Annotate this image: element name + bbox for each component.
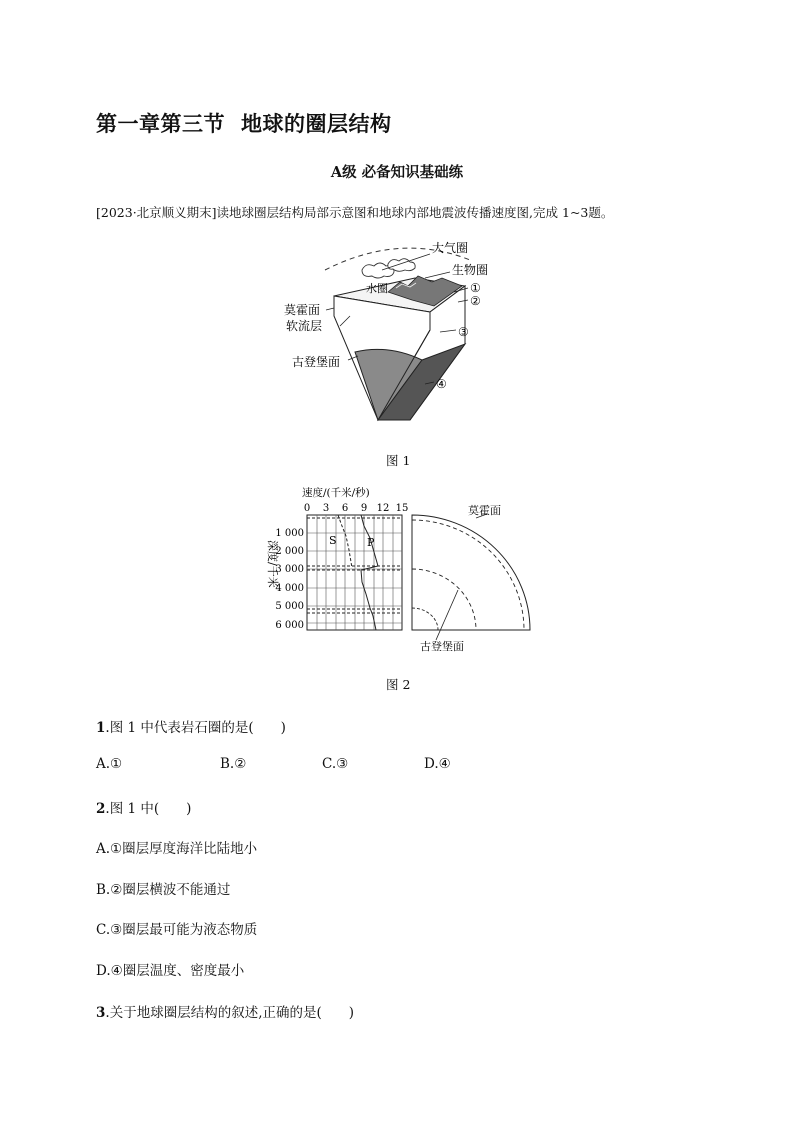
depth-axis-label: 深度/千米: [266, 540, 279, 588]
figure1-earth-layers-diagram: [270, 232, 510, 432]
label-circle-2: ②: [470, 294, 481, 308]
speed-tick-3: 9: [360, 503, 368, 514]
question-3-stem: .关于地球圈层结构的叙述,正确的是( ): [105, 1005, 355, 1021]
question-1-option-c[interactable]: C.③: [322, 756, 349, 772]
label-hydrosphere: 水圈: [366, 282, 388, 295]
question-2-stem: .图 1 中( ): [105, 801, 192, 817]
speed-axis-label: 速度/(千米/秒): [302, 487, 370, 499]
speed-ticks: [304, 503, 409, 514]
label-moho-fig1: 莫霍面: [284, 303, 321, 317]
question-3-number: 3: [96, 1005, 106, 1021]
chapter-topic: 地球的圈层结构: [241, 111, 392, 136]
question-1-number: 1: [96, 720, 106, 736]
wave-p-label: P: [367, 536, 375, 549]
label-circle-1: ①: [470, 281, 481, 295]
label-moho-fig2: 莫霍面: [468, 504, 501, 517]
speed-tick-4: 12: [376, 503, 390, 514]
label-gutenberg-fig1: 古登堡面: [292, 355, 341, 369]
question-2-number: 2: [96, 801, 106, 817]
depth-tick-1000: 1 000: [275, 528, 304, 539]
question-1-stem: .图 1 中代表岩石圈的是( ): [105, 720, 286, 736]
question-2: [96, 797, 191, 817]
depth-tick-5000: 5 000: [275, 601, 304, 612]
question-2-option-d[interactable]: D.④圈层温度、密度最小: [96, 963, 245, 979]
chapter-title: [96, 108, 392, 138]
figure2-seismic-diagram: [262, 482, 542, 657]
question-1-option-a[interactable]: A.①: [96, 756, 123, 772]
depth-tick-4000: 4 000: [275, 583, 304, 594]
label-circle-3: ③: [458, 325, 469, 339]
question-1-option-b[interactable]: B.②: [220, 756, 247, 772]
figure1-caption: 图 1: [386, 453, 411, 468]
speed-tick-2: 6: [341, 503, 349, 514]
question-1: [96, 716, 286, 736]
speed-tick-0: 0: [303, 503, 311, 514]
label-biosphere: 生物圈: [452, 263, 489, 277]
question-2-option-b[interactable]: B.②圈层横波不能通过: [96, 882, 231, 898]
figure2-caption: 图 2: [386, 677, 411, 692]
label-asthenosphere: 软流层: [286, 319, 323, 333]
question-1-option-d[interactable]: D.④: [424, 756, 451, 772]
depth-tick-2000: 2 000: [275, 546, 304, 557]
depth-tick-6000: 6 000: [275, 620, 304, 631]
question-3: [96, 1001, 354, 1021]
label-atmosphere: 大气圈: [432, 241, 469, 255]
question-2-option-a[interactable]: A.①圈层厚度海洋比陆地小: [96, 841, 258, 857]
label-gutenberg-fig2: 古登堡面: [420, 640, 464, 653]
speed-tick-5: 15: [395, 503, 409, 514]
level-heading: A级 必备知识基础练: [330, 164, 464, 181]
question-intro: [2023·北京顺义期末]读地球圈层结构局部示意图和地球内部地震波传播速度图,完成 1~3题。: [96, 205, 614, 220]
label-circle-4: ④: [436, 377, 447, 391]
depth-tick-3000: 3 000: [275, 564, 304, 575]
speed-tick-1: 3: [322, 503, 330, 514]
wave-s-label: S: [329, 534, 337, 547]
chapter-number: 第一章第三节: [96, 111, 225, 136]
question-2-option-c[interactable]: C.③圈层最可能为液态物质: [96, 922, 258, 938]
